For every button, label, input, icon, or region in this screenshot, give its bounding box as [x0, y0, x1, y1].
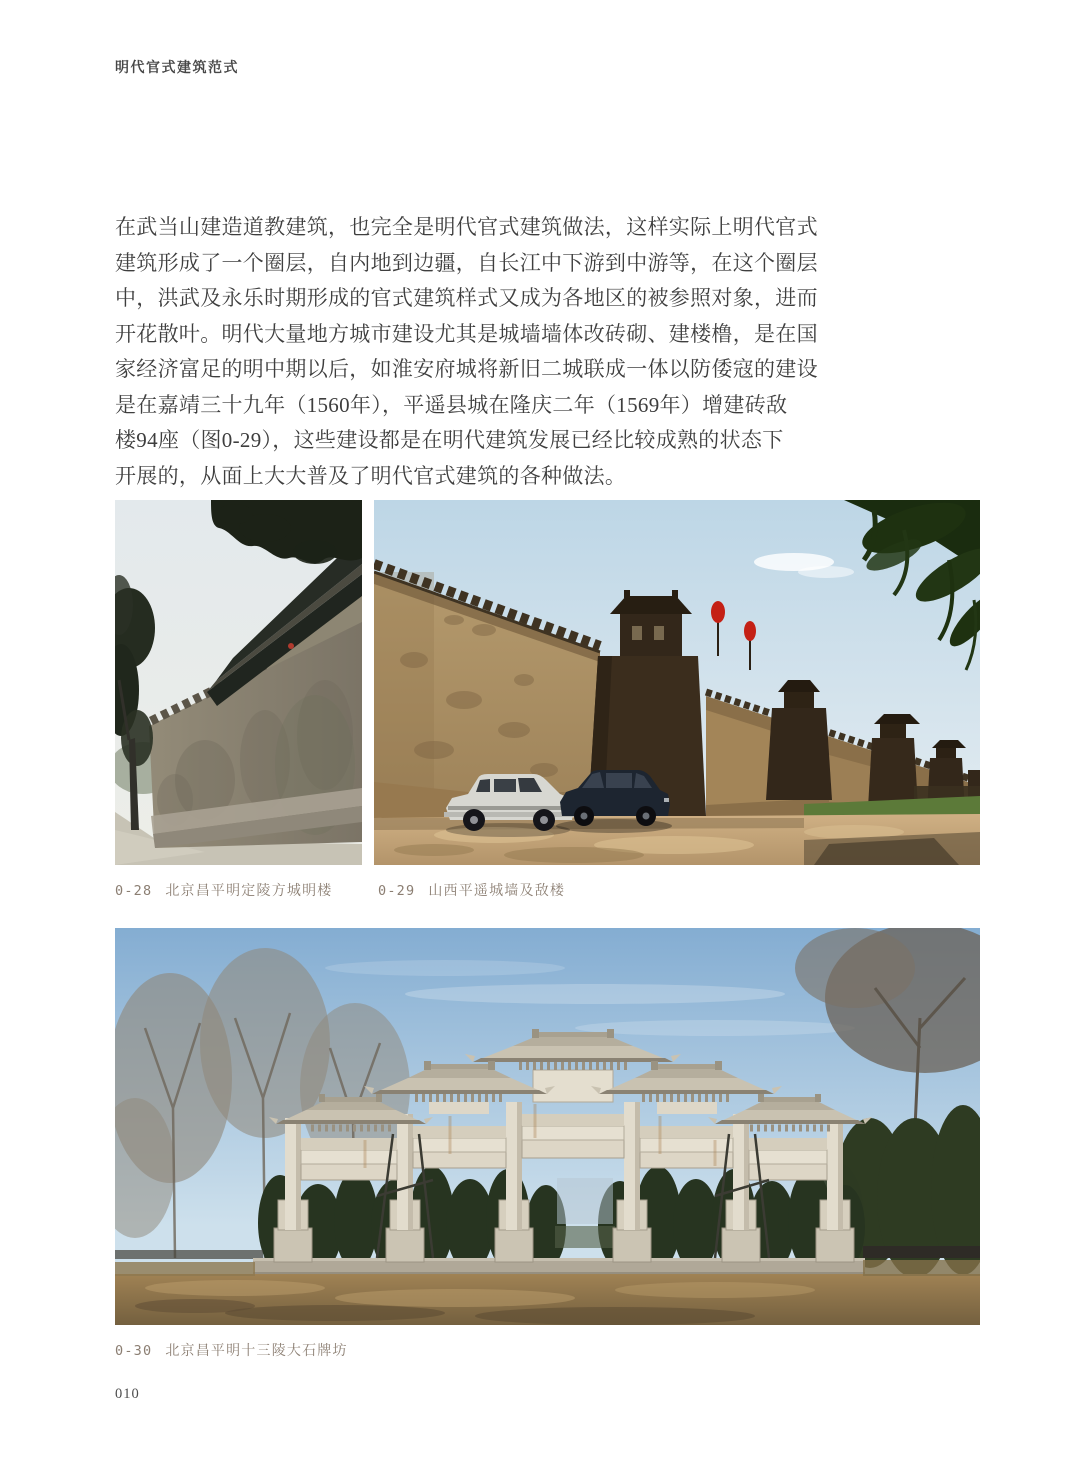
- photo-ming-tower-wall: [115, 500, 362, 865]
- paragraph-line: 家经济富足的明中期以后，如淮安府城将新旧二城联成一体以防倭寇的建设: [115, 357, 818, 381]
- caption-0-28: [115, 880, 333, 900]
- figure-caption-text: 北京昌平明十三陵大石牌坊: [165, 1344, 348, 1359]
- caption-0-30: [115, 1340, 348, 1360]
- running-head: 明代官式建筑范式: [115, 59, 239, 75]
- photo-pingyao-wall: [374, 500, 980, 865]
- fence-right: [863, 1246, 980, 1258]
- center-bay-sky-gap: [557, 1178, 613, 1224]
- ming-tower-photo-art: [115, 500, 362, 865]
- red-ornament: [288, 643, 294, 649]
- paragraph-line: 是在嘉靖三十九年（1560年），平遥县城在隆庆二年（1569年）增建砖敌: [115, 392, 788, 417]
- paragraph-line: 楼94座（图0-29），这些建设都是在明代建筑发展已经比较成熟的状态下: [115, 428, 784, 452]
- figure-number: 0-30: [115, 1343, 153, 1359]
- photo-stone-archway: [115, 928, 980, 1325]
- pingyao-photo-art: [374, 500, 980, 865]
- paragraph-line: 开花散叶。明代大量地方城市建设尤其是城墙墙体改砖砌、建楼橹，是在国: [115, 321, 818, 346]
- body-paragraph: [115, 210, 818, 494]
- fence-left: [115, 1250, 263, 1259]
- paragraph-line: 建筑形成了一个圈层，自内地到边疆，自长江中下游到中游等，在这个圈层: [115, 250, 818, 275]
- paragraph-line: 开展的，从面上大大普及了明代官式建筑的各种做法。: [115, 463, 627, 488]
- figure-number: 0-28: [115, 883, 153, 899]
- page-number: 010: [115, 1386, 140, 1402]
- figure-caption-text: 山西平遥城墙及敌楼: [428, 884, 566, 899]
- archway-photo-art: [115, 928, 980, 1325]
- figure-number: 0-29: [378, 883, 416, 899]
- paragraph-line: 中，洪武及永乐时期形成的官式建筑样式又成为各地区的被参照对象，进而: [115, 286, 818, 310]
- figure-caption-text: 北京昌平明定陵方城明楼: [165, 884, 333, 899]
- platform: [253, 1258, 865, 1276]
- caption-0-29: [378, 880, 565, 900]
- center-plaque-panel: [533, 1070, 613, 1102]
- paragraph-line: 在武当山建造道教建筑，也完全是明代官式建筑做法，这样实际上明代官式: [115, 215, 818, 239]
